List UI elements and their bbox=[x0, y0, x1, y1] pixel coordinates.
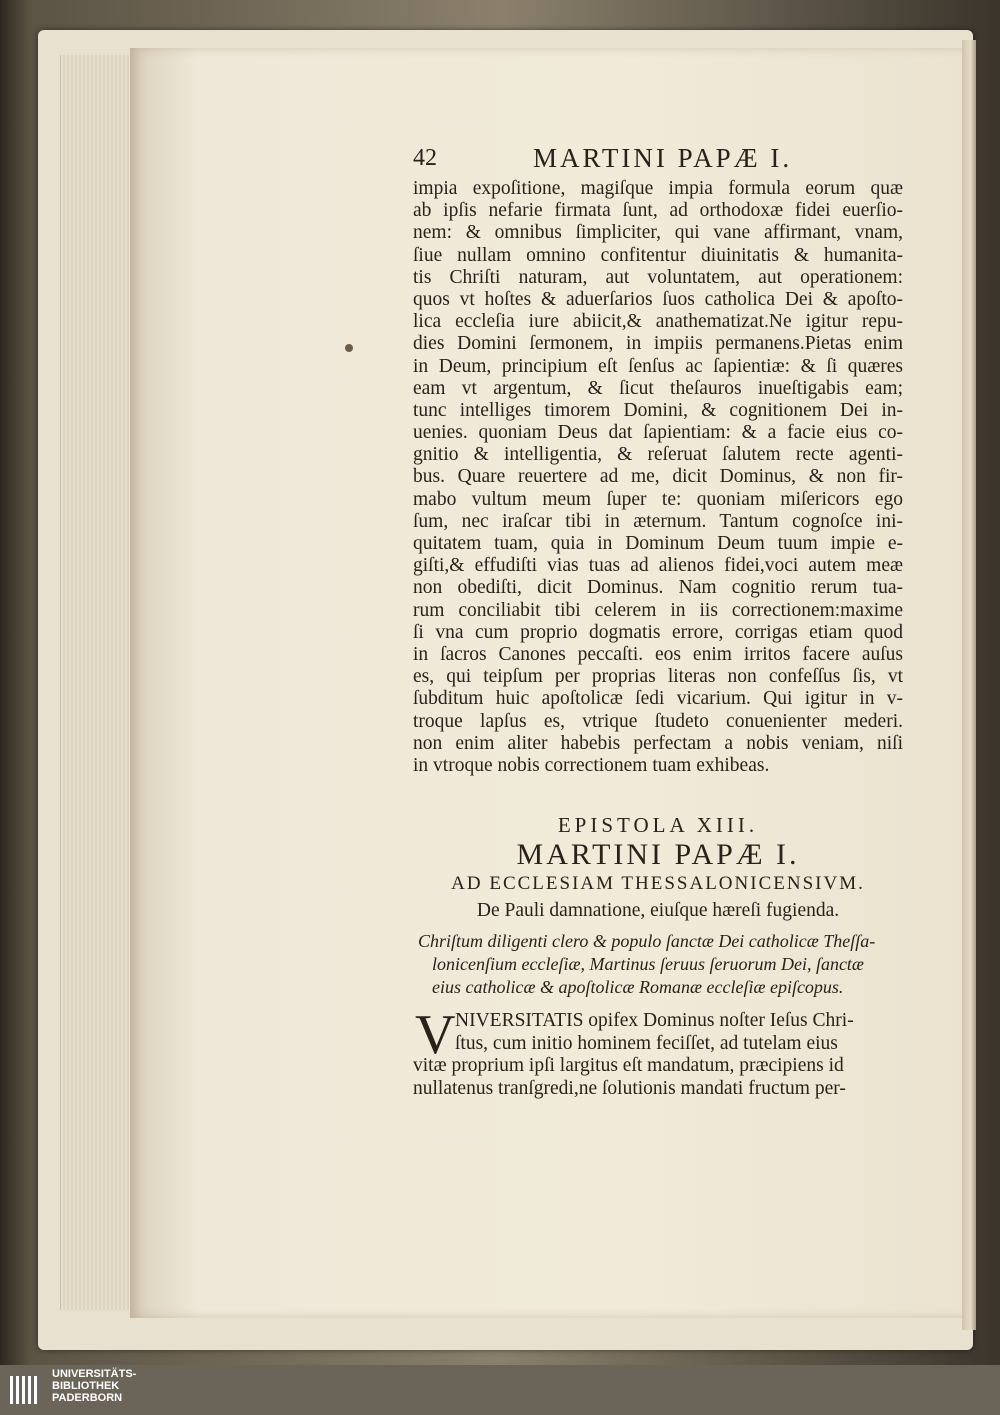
text-line: quos vt hoſtes & aduerſarios ſuos catholica Dei & apoſto- bbox=[413, 288, 903, 310]
text-line: in vtroque nobis correctionem tuam exhibeas. bbox=[413, 754, 770, 776]
text-line: eam vt argentum, & ſicut theſauros inueſtigabis eam; bbox=[413, 377, 903, 399]
epistle-address: AD ECCLESIAM THESSALONICENSIVM. bbox=[451, 873, 865, 894]
text-line: gnitio & intelligentia, & reſeruat ſalutem recte agenti- bbox=[413, 444, 903, 466]
text-line: bus. Quare reuertere ad me, dicit Dominus, & non fir- bbox=[413, 466, 903, 488]
text-line: tunc intelliges timorem Domini, & cognitionem Dei in- bbox=[413, 399, 903, 421]
text-line: mabo vultum meum ſuper te: quoniam miſericors ego bbox=[413, 488, 903, 510]
text-line: in Deum, principium eſt ſenſus ac ſapientiæ: & ſi quæres bbox=[413, 355, 903, 377]
opening-line: nullatenus tranſgredi,ne ſolutionis mandati fructum per- bbox=[413, 1077, 846, 1099]
page-number: 42 bbox=[413, 145, 437, 171]
right-page-edge bbox=[962, 40, 976, 1330]
text-line: troque lapſus es, vtrique ſtudeto conuenienter mederi. bbox=[413, 710, 903, 732]
library-name-line: UNIVERSITÄTS- bbox=[52, 1368, 137, 1380]
footer-bar bbox=[0, 1365, 1000, 1415]
library-name-line: PADERBORN bbox=[52, 1392, 123, 1404]
page-header bbox=[413, 143, 893, 177]
text-line: ſum, nec iraſcar tibi in æternum. Tantum cognoſce ini- bbox=[413, 510, 903, 532]
running-title: MARTINI PAPÆ I. bbox=[533, 143, 793, 173]
opening-line: ſtus, cum initio hominem feciſſet, ad tutelam eius bbox=[455, 1032, 838, 1054]
opening-line: vitæ proprium ipſi largitus eſt mandatum, præcipiens id bbox=[413, 1055, 844, 1076]
text-line: impia expoſitione, magiſque impia formula eorum quæ bbox=[413, 178, 903, 199]
salutation-line: eius catholicæ & apoſtolicæ Romanæ eccleſiæ epiſcopus. bbox=[432, 977, 844, 997]
text-line: dies Domini ſermonem, in impiis permanens.Pietas enim bbox=[413, 333, 903, 355]
drop-cap: V bbox=[415, 1004, 456, 1066]
text-line: ſiue nullam omnino confitentur diuinitatis & humanita- bbox=[413, 244, 903, 266]
text-line: es, qui teipſum per proprias literas non confeſſus ſis, vt bbox=[413, 666, 903, 688]
body-text bbox=[413, 178, 903, 777]
text-line: ſubditum huic apoſtolicæ ſedi vicarium. Qui igitur in v- bbox=[413, 688, 903, 710]
opening-line: NIVERSITATIS opifex Dominus noſter Ieſus Chri- bbox=[455, 1010, 854, 1031]
salutation bbox=[418, 930, 903, 999]
epistle-subtitle: De Pauli damnatione, eiuſque hæreſi fugienda. bbox=[476, 900, 840, 921]
text-line: quitatem tuam, quia in Dominum Deum tuum impie e- bbox=[413, 533, 903, 554]
epistle-heading: EPISTOLA XIII. bbox=[557, 813, 759, 837]
text-line: giſti,& effudiſti vias tuas ad alienos fidei,voci autem meæ bbox=[413, 555, 903, 577]
text-line: non enim aliter habebis perfectam a nobis veniam, niſi bbox=[413, 732, 903, 754]
salutation-line: Chriſtum diligenti clero & populo ſanctæ Dei catholicæ Theſſa- bbox=[418, 931, 876, 951]
library-name-line: BIBLIOTHEK bbox=[52, 1380, 120, 1392]
text-line: ab ipſis nefarie firmata ſunt, ad orthodoxæ fidei euerſio- bbox=[413, 200, 903, 222]
text-line: lica eccleſia iure abiicit,& anathematizat.Ne igitur repu- bbox=[413, 311, 903, 333]
text-line: tis Chriſti naturam, aut voluntatem, aut operationem: bbox=[413, 266, 903, 288]
salutation-line: lonicenſium eccleſiæ, Martinus ſeruus ſeruorum Dei, ſanctæ bbox=[432, 954, 864, 974]
epistle-opening bbox=[413, 1004, 903, 1100]
text-line: non obediſti, dicit Dominus. Nam cognitio rerum tua- bbox=[413, 577, 903, 599]
text-line: ſi vna cum proprio dogmatis errore, corrigas etiam quod bbox=[413, 621, 903, 643]
margin-mark bbox=[345, 344, 353, 352]
page-edges bbox=[60, 55, 133, 1310]
epistle-title: MARTINI PAPÆ I. bbox=[516, 838, 800, 871]
library-logo-icon bbox=[8, 1372, 44, 1408]
text-line: nem: & omnibus ſimpliciter, qui vane affirmant, vnam, bbox=[413, 222, 903, 244]
library-name bbox=[52, 1368, 136, 1404]
text-line: uenies. quoniam Deus dat ſapientiam: & a facie eius co- bbox=[413, 422, 903, 444]
text-line: in ſacros Canones peccaſti. eos enim irritos facere auſus bbox=[413, 643, 903, 665]
text-line: rum conciliabit tibi celerem in iis correctionem:maxime bbox=[413, 599, 903, 621]
